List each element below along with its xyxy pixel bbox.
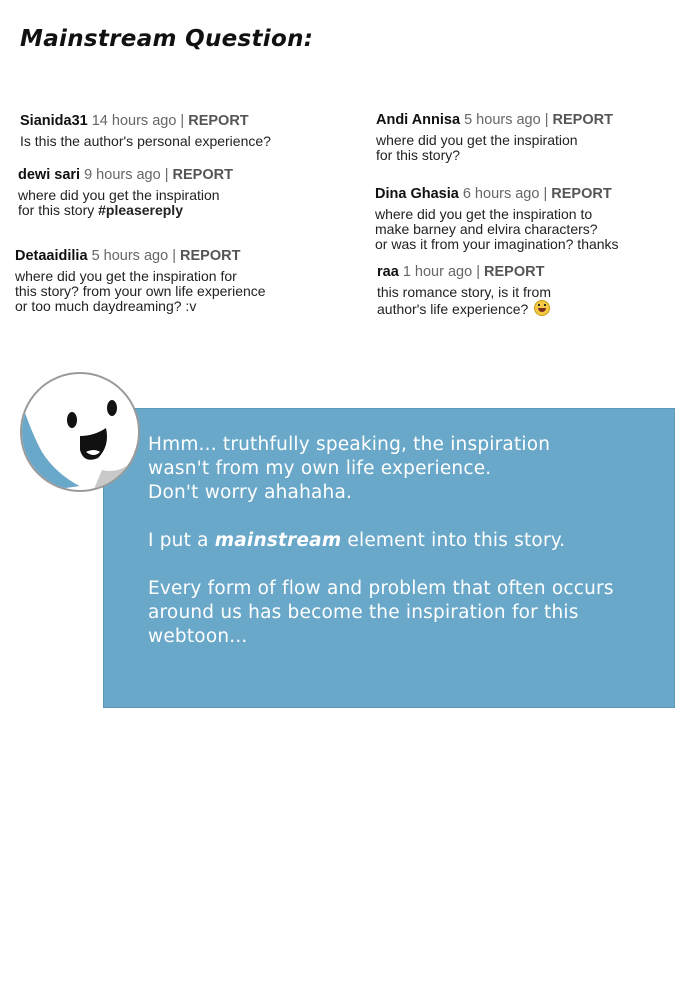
comment-username[interactable]: dewi sari: [18, 167, 81, 183]
reply-emphasis: mainstream: [214, 530, 342, 551]
comment-separator: |: [164, 167, 169, 183]
comment-text: [377, 285, 697, 317]
comment-timestamp: 5 hours ago: [464, 112, 541, 128]
comment-username[interactable]: raa: [377, 264, 399, 280]
comment-timestamp: 6 hours ago: [462, 186, 540, 202]
report-button[interactable]: REPORT: [552, 112, 613, 128]
report-button[interactable]: REPORT: [172, 167, 233, 183]
comment-detaaidilia: [15, 247, 335, 314]
comment-separator: |: [476, 264, 480, 280]
comment-timestamp: 9 hours ago: [84, 167, 161, 183]
comment-username[interactable]: Sianida31: [20, 113, 88, 129]
reply-line: Hmm... truthfully speaking, the inspiration: [148, 434, 551, 455]
comment-text: Is this the author's personal experience?: [20, 133, 271, 149]
comment-text: [18, 188, 338, 218]
comment-text: where did you get the inspiration for this story? from your own life experience or too much daydreaming? :v: [15, 268, 266, 314]
reply-line: webtoon...: [148, 626, 248, 647]
comment-dina-ghasia: [375, 185, 695, 252]
reply-line: Every form of flow and problem that often occurs: [148, 578, 614, 599]
comment-separator: |: [180, 113, 185, 129]
report-button[interactable]: REPORT: [180, 248, 241, 264]
comment-sianida31: [20, 112, 340, 149]
report-button[interactable]: REPORT: [188, 113, 249, 129]
comment-username[interactable]: Dina Ghasia: [375, 186, 459, 202]
comment-separator: |: [544, 112, 549, 128]
reply-line: wasn't from my own life experience.: [148, 458, 492, 479]
reply-line: around us has become the inspiration for this: [148, 602, 579, 623]
comment-text: where did you get the inspiration to make barney and elvira characters? or was it from your imagination? thanks: [375, 206, 619, 252]
comment-username[interactable]: Andi Annisa: [376, 112, 461, 128]
author-reply-text: [148, 433, 668, 673]
smiling-mascot-icon: [22, 374, 140, 492]
report-button[interactable]: REPORT: [551, 186, 612, 202]
hashtag[interactable]: #pleasereply: [98, 202, 183, 218]
comment-raa: [377, 263, 697, 317]
reply-line: Don't worry ahahaha.: [148, 482, 353, 503]
comment-username[interactable]: Detaaidilia: [15, 248, 88, 264]
author-avatar: [20, 372, 140, 492]
comment-text-body: this romance story, is it from author's life experience?: [377, 284, 552, 317]
comment-separator: |: [543, 186, 548, 202]
comment-timestamp: 5 hours ago: [91, 248, 169, 264]
comment-separator: |: [172, 248, 176, 264]
comment-timestamp: 1 hour ago: [402, 264, 473, 280]
comment-dewi-sari: [18, 166, 338, 218]
comment-timestamp: 14 hours ago: [91, 113, 177, 129]
reply-line: I put a: [148, 530, 215, 551]
grinning-sweat-emoji-icon: [534, 300, 550, 316]
comment-text: where did you get the inspiration for this story?: [376, 132, 578, 163]
reply-line: element into this story.: [341, 530, 566, 551]
comment-text-body: where did you get the inspiration for this story: [18, 187, 220, 218]
report-button[interactable]: REPORT: [484, 264, 545, 280]
comment-andi-annisa: [376, 111, 696, 163]
page-title: Mainstream Question:: [20, 26, 314, 52]
